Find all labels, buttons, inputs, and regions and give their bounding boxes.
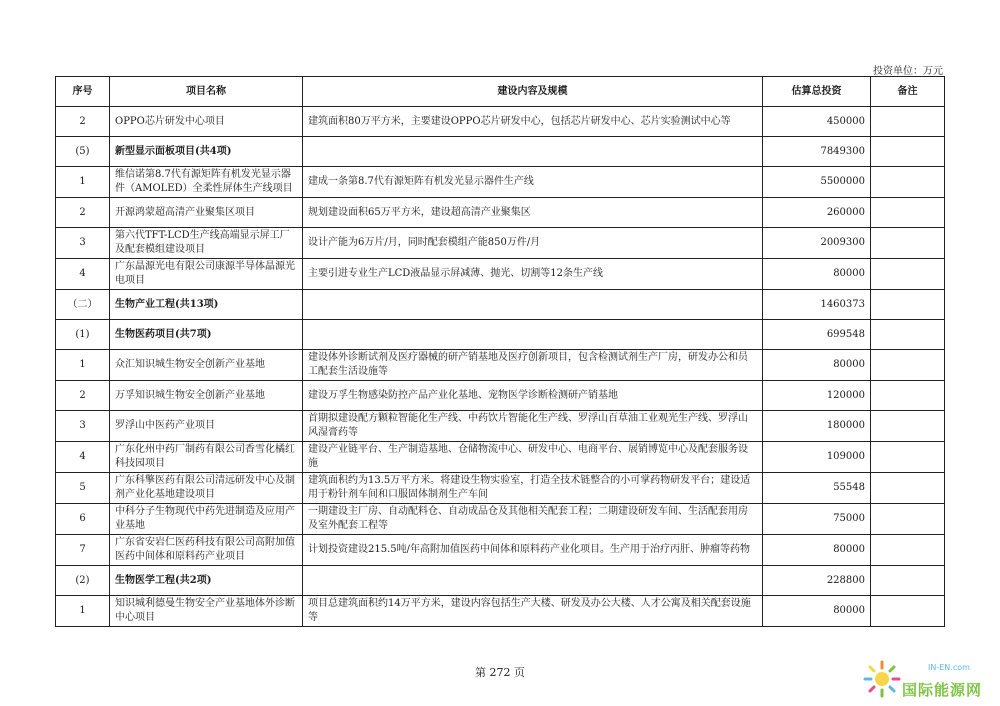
row-name-cell: 罗浮山中医药产业项目 <box>110 411 303 442</box>
logo-chinese-text: 国际能源网 <box>902 681 983 699</box>
header-no: 序号 <box>56 77 110 107</box>
row-name-cell: 众汇知识城生物安全创新产业基地 <box>110 350 303 381</box>
row-investment-cell: 1460373 <box>763 290 871 320</box>
row-investment-cell: 7849300 <box>763 137 871 167</box>
investment-unit-label: 投资单位：万元 <box>873 66 943 77</box>
row-content-cell: 建设体外诊断试剂及医疗器械的研产销基地及医疗创新项目，包含检测试剂生产厂房，研发办公和员工配套生活设施等 <box>303 350 763 381</box>
row-name-cell: 广东化州中药厂制药有限公司香雪化橘红科技园项目 <box>110 442 303 473</box>
row-content-cell: 建设产业链平台、生产制造基地、仓储物流中心、研发中心、电商平台、展销博览中心及配套服务设施 <box>303 442 763 473</box>
row-name-cell: 万孚知识城生物安全创新产业基地 <box>110 381 303 411</box>
row-investment-cell: 2009300 <box>763 228 871 259</box>
table-row <box>56 504 945 535</box>
table-group-row <box>56 320 945 350</box>
row-content-cell <box>303 137 763 167</box>
row-note-cell <box>871 137 945 167</box>
row-content-cell: 一期建设主厂房、自动配料仓、自动成品仓及其他相关配套工程；二期建设研发车间、生活配套用房及室外配套工程等 <box>303 504 763 535</box>
row-name-cell: 生物医药项目(共7项) <box>110 320 303 350</box>
row-note-cell <box>871 473 945 504</box>
logo-english-text: IN-EN.com <box>928 663 970 672</box>
table-group-row <box>56 566 945 596</box>
row-investment-cell: 699548 <box>763 320 871 350</box>
row-note-cell <box>871 381 945 411</box>
row-name-cell: 维信诺第8.7代有源矩阵有机发光显示器件（AMOLED）全柔性屏体生产线项目 <box>110 167 303 198</box>
row-investment-cell: 180000 <box>763 411 871 442</box>
row-content-cell: 建筑面积80万平方米，主要建设OPPO芯片研发中心，包括芯片研发中心、芯片实验测试中心等 <box>303 107 763 137</box>
row-investment-cell: 80000 <box>763 350 871 381</box>
row-content-cell: 建成一条第8.7代有源矩阵有机发光显示器件生产线 <box>303 167 763 198</box>
row-investment-cell: 450000 <box>763 107 871 137</box>
row-note-cell <box>871 411 945 442</box>
row-no-cell: 5 <box>56 473 110 504</box>
row-note-cell <box>871 167 945 198</box>
row-no-cell: 4 <box>56 442 110 473</box>
row-no-cell: (1) <box>56 320 110 350</box>
header-name: 项目名称 <box>110 77 303 107</box>
row-name-cell: 生物医学工程(共2项) <box>110 566 303 596</box>
row-name-cell: 知识城利德曼生物安全产业基地体外诊断中心项目 <box>110 596 303 627</box>
table-row <box>56 535 945 566</box>
table-body <box>56 107 945 627</box>
row-content-cell <box>303 320 763 350</box>
table-group-row <box>56 290 945 320</box>
row-name-cell: 生物产业工程(共13项) <box>110 290 303 320</box>
row-note-cell <box>871 290 945 320</box>
row-no-cell: （二） <box>56 290 110 320</box>
row-content-cell: 首期拟建设配方颗粒智能化生产线、中药饮片智能化生产线、罗浮山百草油工业观光生产线、罗浮山风湿膏药等 <box>303 411 763 442</box>
row-name-cell: 中科分子生物现代中药先进制造及应用产业基地 <box>110 504 303 535</box>
row-content-cell <box>303 566 763 596</box>
row-content-cell: 项目总建筑面积约14万平方米，建设内容包括生产大楼、研发及办公大楼、人才公寓及相关配套设施等 <box>303 596 763 627</box>
table-row <box>56 596 945 627</box>
row-name-cell: 第六代TFT-LCD生产线高端显示屏工厂及配套模组建设项目 <box>110 228 303 259</box>
row-content-cell: 设计产能为6万片/月，同时配套模组产能850万件/月 <box>303 228 763 259</box>
row-note-cell <box>871 107 945 137</box>
row-no-cell: 4 <box>56 259 110 290</box>
row-name-cell: 广东科擎医药有限公司清远研发中心及制剂产业化基地建设项目 <box>110 473 303 504</box>
row-note-cell <box>871 259 945 290</box>
project-table <box>55 76 945 627</box>
row-note-cell <box>871 228 945 259</box>
row-content-cell: 建设万孚生物感染防控产品产业化基地、宠物医学诊断检测研产销基地 <box>303 381 763 411</box>
row-no-cell: (5) <box>56 137 110 167</box>
row-note-cell <box>871 350 945 381</box>
row-investment-cell: 80000 <box>763 535 871 566</box>
header-note: 备注 <box>871 77 945 107</box>
row-investment-cell: 55548 <box>763 473 871 504</box>
table-row <box>56 473 945 504</box>
table-row <box>56 107 945 137</box>
row-no-cell: 2 <box>56 198 110 228</box>
row-investment-cell: 80000 <box>763 259 871 290</box>
row-no-cell: 2 <box>56 381 110 411</box>
row-investment-cell: 80000 <box>763 596 871 627</box>
row-content-cell: 建筑面积约为13.5万平方米。将建设生物实验室，打造全技术链整合的小可掌药物研发平台；建设适用于粉针剂车间和口服固体制剂生产车间 <box>303 473 763 504</box>
header-investment: 估算总投资 <box>763 77 871 107</box>
row-investment-cell: 75000 <box>763 504 871 535</box>
table-header-row <box>56 77 945 107</box>
row-note-cell <box>871 596 945 627</box>
table-row <box>56 350 945 381</box>
row-investment-cell: 109000 <box>763 442 871 473</box>
row-investment-cell: 260000 <box>763 198 871 228</box>
row-no-cell: 3 <box>56 411 110 442</box>
row-note-cell <box>871 320 945 350</box>
row-content-cell: 计划投资建设215.5吨/年高附加值医药中间体和原料药产业化项目。生产用于治疗丙肝、肿瘤等药物 <box>303 535 763 566</box>
table-row <box>56 228 945 259</box>
table-row <box>56 259 945 290</box>
table-row <box>56 411 945 442</box>
row-name-cell: 广东省安岩仁医药科技有限公司高附加值医药中间体和原料药产业项目 <box>110 535 303 566</box>
sun-logo-icon <box>862 659 902 699</box>
row-note-cell <box>871 198 945 228</box>
table-row <box>56 167 945 198</box>
row-note-cell <box>871 535 945 566</box>
row-name-cell: OPPO芯片研发中心项目 <box>110 107 303 137</box>
table-row <box>56 381 945 411</box>
header-content: 建设内容及规模 <box>303 77 763 107</box>
table-group-row <box>56 137 945 167</box>
table-row <box>56 442 945 473</box>
row-name-cell: 广东晶源光电有限公司康源半导体晶源光电项目 <box>110 259 303 290</box>
row-investment-cell: 5500000 <box>763 167 871 198</box>
row-name-cell: 新型显示面板项目(共4项) <box>110 137 303 167</box>
row-no-cell: 2 <box>56 107 110 137</box>
page-number: 第 272 页 <box>475 666 525 679</box>
row-no-cell: 1 <box>56 350 110 381</box>
row-no-cell: 1 <box>56 167 110 198</box>
row-no-cell: 6 <box>56 504 110 535</box>
row-no-cell: 1 <box>56 596 110 627</box>
row-note-cell <box>871 504 945 535</box>
row-no-cell: 7 <box>56 535 110 566</box>
table-row <box>56 198 945 228</box>
row-content-cell <box>303 290 763 320</box>
row-no-cell: (2) <box>56 566 110 596</box>
row-note-cell <box>871 566 945 596</box>
row-content-cell: 规划建设面积65万平方米，建设超高清产业聚集区 <box>303 198 763 228</box>
row-investment-cell: 228800 <box>763 566 871 596</box>
row-name-cell: 开源鸿蒙超高清产业聚集区项目 <box>110 198 303 228</box>
row-no-cell: 3 <box>56 228 110 259</box>
row-content-cell: 主要引进专业生产LCD液晶显示屏减薄、抛光、切割等12条生产线 <box>303 259 763 290</box>
row-investment-cell: 120000 <box>763 381 871 411</box>
site-logo <box>860 655 1000 705</box>
row-note-cell <box>871 442 945 473</box>
